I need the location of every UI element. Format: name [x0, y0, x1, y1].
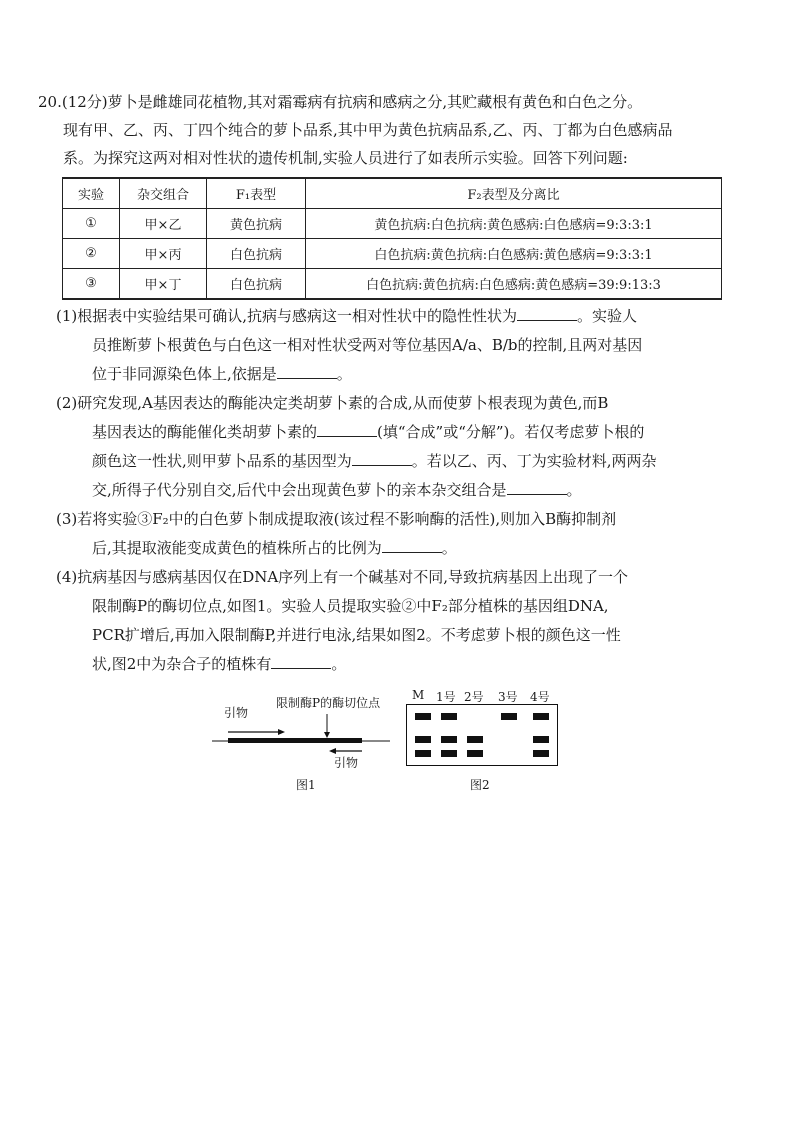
cell: 黄色抗病:白色抗病:黄色感病:白色感病=9:3:3:1	[306, 209, 722, 239]
q4-line-2: 限制酶P的酶切位点,如图1。实验人员提取实验②中F₂部分植株的基因组DNA,	[92, 597, 609, 615]
gel-band	[501, 713, 517, 720]
gel-band	[415, 713, 431, 720]
text: (1)根据表中实验结果可确认,抗病与感病这一相对性状中的隐性性状为	[56, 307, 518, 325]
text: 。实验人	[577, 307, 638, 325]
cell: 甲×丙	[120, 239, 207, 269]
cell: 白色抗病:黄色抗病:白色感病:黄色感病=39:9:13:3	[306, 269, 722, 300]
text: 后,其提取液能变成黄色的植株所占的比例为	[92, 539, 382, 557]
text: 颜色这一性状,则甲萝卜品系的基因型为	[92, 452, 352, 470]
answer-blank[interactable]	[382, 538, 442, 553]
cut-site-arrowhead	[324, 732, 330, 738]
answer-blank[interactable]	[507, 480, 567, 495]
q2-line-2	[56, 418, 756, 447]
cell: 白色抗病:黄色抗病:白色感病:黄色感病=9:3:3:1	[306, 239, 722, 269]
q2-line-1: (2)研究发现,A基因表达的酶能决定类胡萝卜素的合成,从而使萝卜根表现为黄色,而B	[56, 394, 609, 412]
answer-blank[interactable]	[517, 306, 577, 321]
gel-frame	[406, 704, 558, 766]
gel-band	[441, 713, 457, 720]
text: 位于非同源染色体上,依据是	[92, 365, 277, 383]
text: 。	[441, 539, 457, 557]
cell: 甲×乙	[120, 209, 207, 239]
cell: 黄色抗病	[207, 209, 306, 239]
sub-questions	[56, 302, 756, 679]
gel-band	[415, 736, 431, 743]
forward-primer-arrowhead	[278, 729, 285, 735]
text: 状,图2中为杂合子的植株有	[92, 655, 272, 673]
cell: ③	[63, 269, 120, 300]
cell: ①	[63, 209, 120, 239]
text: 。	[336, 365, 352, 383]
lane-label: 1号	[436, 690, 456, 704]
figure-1	[206, 692, 396, 792]
cell: 白色抗病	[207, 239, 306, 269]
gel-band	[533, 750, 549, 757]
primer-bottom-label: 引物	[334, 756, 359, 770]
q1-line-2: 员推断萝卜根黄色与白色这一相对性状受两对等位基因A/a、B/b的控制,且两对基因	[92, 336, 643, 354]
q2-line-4	[56, 476, 756, 505]
answer-blank[interactable]	[271, 654, 331, 669]
cell: 甲×丁	[120, 269, 207, 300]
table-row	[63, 269, 722, 300]
header-f1: F₁表型	[207, 178, 306, 209]
gel-band	[441, 750, 457, 757]
lane-label: 3号	[498, 690, 518, 704]
question-20-intro	[38, 88, 758, 172]
figure-2-caption: 图2	[470, 778, 490, 792]
lane-label: 2号	[464, 690, 484, 704]
text: 基因表达的酶能催化类胡萝卜素的	[92, 423, 318, 441]
figure-2	[402, 688, 572, 792]
header-f2: F₂表型及分离比	[306, 178, 722, 209]
table-header-row	[63, 178, 722, 209]
primer-top-label: 引物	[224, 706, 249, 720]
q1-line-1	[56, 302, 756, 331]
table-row	[63, 239, 722, 269]
q3-line-2	[56, 534, 756, 563]
gel-band	[533, 736, 549, 743]
cut-site-label: 限制酶P的酶切位点	[276, 696, 381, 710]
answer-blank[interactable]	[352, 451, 412, 466]
gel-band	[533, 713, 549, 720]
cell: ②	[63, 239, 120, 269]
text: 。	[566, 481, 582, 499]
q4-line-1: (4)抗病基因与感病基因仅在DNA序列上有一个碱基对不同,导致抗病基因上出现了一个	[56, 568, 629, 586]
header-cross: 杂交组合	[120, 178, 207, 209]
q2-line-3	[56, 447, 756, 476]
answer-blank[interactable]	[277, 364, 337, 379]
header-experiment: 实验	[63, 178, 120, 209]
lane-label: 4号	[530, 690, 550, 704]
figure-1-caption: 图1	[296, 778, 316, 792]
text: 。若以乙、丙、丁为实验材料,两两杂	[411, 452, 657, 470]
gel-band	[467, 750, 483, 757]
text: (填“合成”或“分解”)。若仅考虑萝卜根的	[377, 423, 645, 441]
text: 。	[331, 655, 347, 673]
answer-blank[interactable]	[317, 422, 377, 437]
intro-line-2: 现有甲、乙、丙、丁四个纯合的萝卜品系,其中甲为黄色抗病品系,乙、丙、丁都为白色感病品	[63, 121, 673, 139]
intro-line-1: 20.(12分)萝卜是雌雄同花植物,其对霜霉病有抗病和感病之分,其贮藏根有黄色和白色之分。	[38, 93, 643, 111]
experiment-table	[62, 177, 722, 300]
q3-line-1: (3)若将实验③F₂中的白色萝卜制成提取液(该过程不影响酶的活性),则加入B酶抑制剂	[56, 510, 617, 528]
lane-label: M	[412, 688, 425, 702]
intro-line-3: 系。为探究这两对相对性状的遗传机制,实验人员进行了如表所示实验。回答下列问题:	[63, 149, 628, 167]
q4-line-3: PCR扩增后,再加入限制酶P,并进行电泳,结果如图2。不考虑萝卜根的颜色这一性	[92, 626, 621, 644]
q4-line-4	[56, 650, 756, 679]
cell: 白色抗病	[207, 269, 306, 300]
q1-line-3	[56, 360, 756, 389]
text: 交,所得子代分别自交,后代中会出现黄色萝卜的亲本杂交组合是	[92, 481, 507, 499]
gel-band	[467, 736, 483, 743]
amplified-region	[228, 738, 362, 743]
table-row	[63, 209, 722, 239]
gel-band	[441, 736, 457, 743]
gel-band	[415, 750, 431, 757]
